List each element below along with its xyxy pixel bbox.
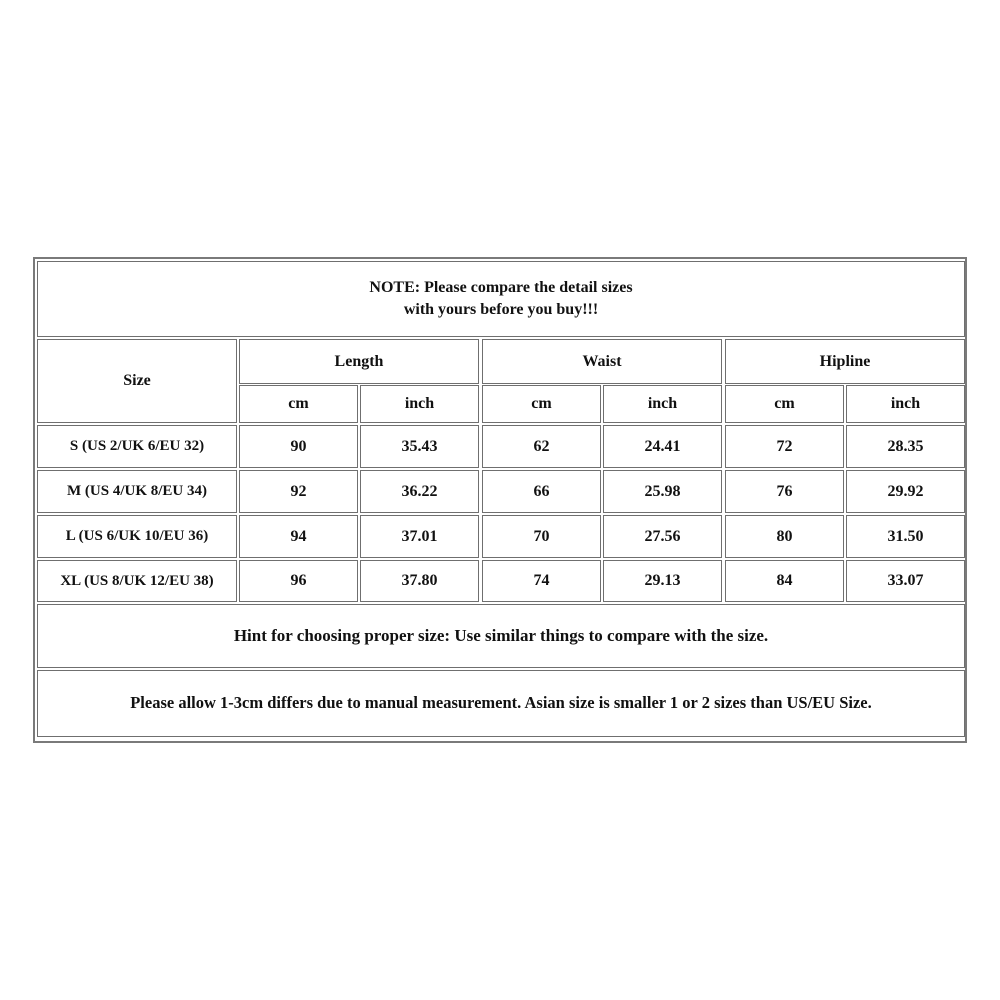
size-cell: XL (US 8/UK 12/EU 38) [37, 560, 237, 602]
table-cell: 84 [725, 560, 844, 602]
unit-header: cm [725, 385, 844, 423]
table-cell: 33.07 [846, 560, 965, 602]
table-cell: 80 [725, 515, 844, 558]
table-cell: 72 [725, 425, 844, 468]
table-cell: 90 [239, 425, 358, 468]
size-chart-table [33, 257, 967, 743]
note-line-1: NOTE: Please compare the detail sizes [369, 279, 633, 297]
hipline-header: Hipline [725, 339, 965, 384]
table-cell: 35.43 [360, 425, 479, 468]
table-cell: 62 [482, 425, 601, 468]
table-cell: 74 [482, 560, 601, 602]
waist-header: Waist [482, 339, 722, 384]
table-cell: 70 [482, 515, 601, 558]
size-cell: S (US 2/UK 6/EU 32) [37, 425, 237, 468]
hint-cell: Hint for choosing proper size: Use similar things to compare with the size. [37, 604, 965, 668]
size-cell: M (US 4/UK 8/EU 34) [37, 470, 237, 513]
table-cell: 28.35 [846, 425, 965, 468]
table-cell: 29.92 [846, 470, 965, 513]
allowance-cell: Please allow 1-3cm differs due to manual measurement. Asian size is smaller 1 or 2 sizes than US/EU Size. [37, 670, 965, 737]
table-cell: 27.56 [603, 515, 722, 558]
table-cell: 29.13 [603, 560, 722, 602]
unit-header: inch [846, 385, 965, 423]
table-cell: 94 [239, 515, 358, 558]
unit-header: cm [482, 385, 601, 423]
note-cell [37, 261, 965, 337]
table-cell: 24.41 [603, 425, 722, 468]
unit-header: inch [360, 385, 479, 423]
table-cell: 96 [239, 560, 358, 602]
table-cell: 76 [725, 470, 844, 513]
length-header: Length [239, 339, 479, 384]
unit-header: inch [603, 385, 722, 423]
table-cell: 31.50 [846, 515, 965, 558]
table-cell: 37.01 [360, 515, 479, 558]
table-cell: 66 [482, 470, 601, 513]
table-cell: 92 [239, 470, 358, 513]
unit-header: cm [239, 385, 358, 423]
table-cell: 37.80 [360, 560, 479, 602]
size-cell: L (US 6/UK 10/EU 36) [37, 515, 237, 558]
table-cell: 36.22 [360, 470, 479, 513]
note-line-2: with yours before you buy!!! [403, 301, 599, 318]
table-cell: 25.98 [603, 470, 722, 513]
size-header: Size [37, 339, 237, 423]
